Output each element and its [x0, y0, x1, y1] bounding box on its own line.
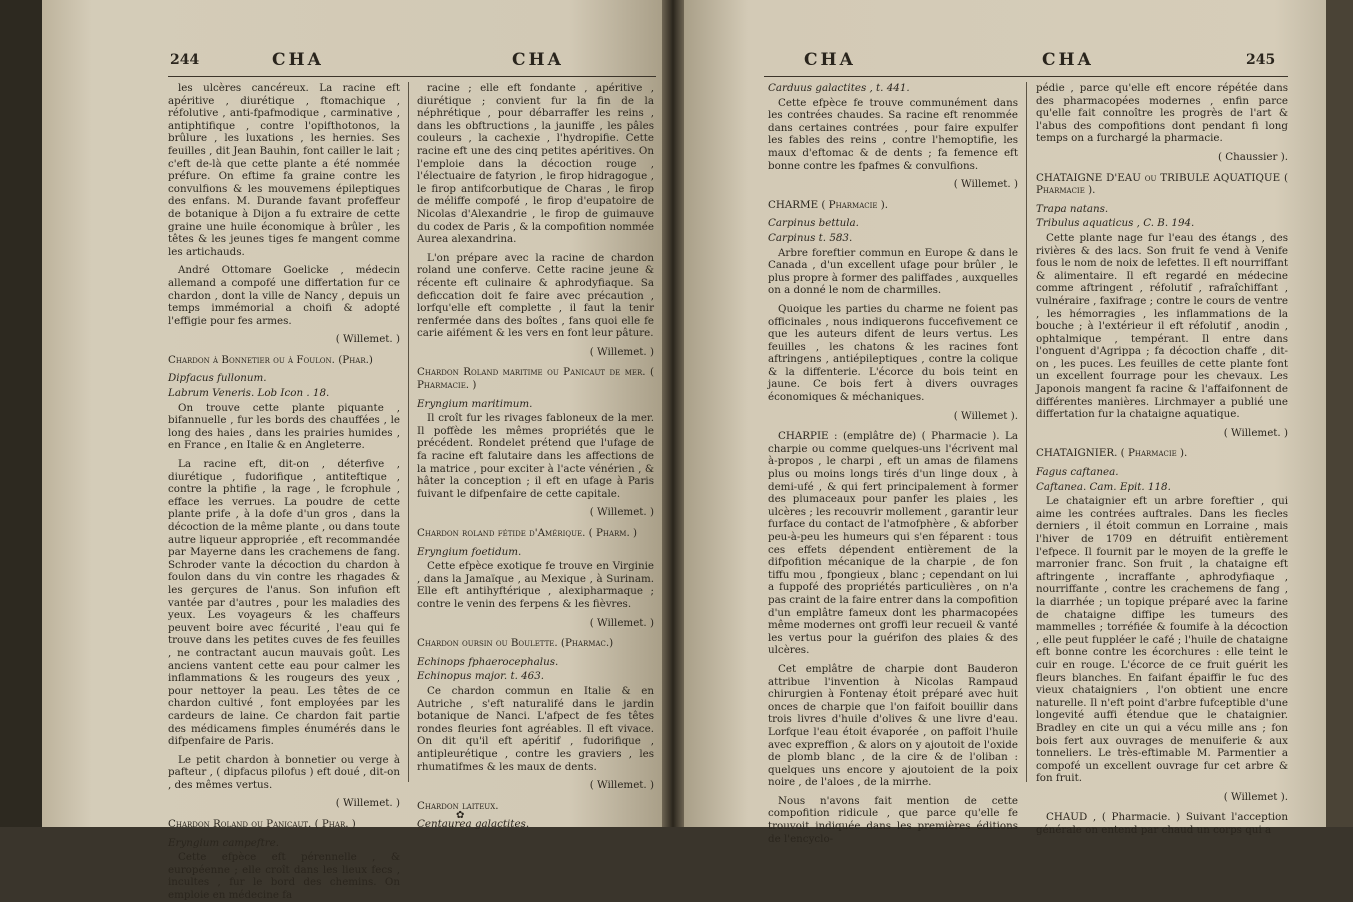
- left-page-number: 244: [170, 52, 200, 68]
- left-page: [42, 0, 662, 902]
- paragraph: pédie , parce qu'elle eft encore répétée dans des pharmacopées modernes , enfin parce qu'elle fait connoître les progrès de l'art & l'abus des compofitions dont pendant fi long temps on a furchargé la pharmacie.: [1036, 82, 1288, 145]
- botanical-name: Eryngium maritimum.: [417, 397, 533, 410]
- entry-title: Chardon roland fétide d'Amérique. ( Pharm. ): [417, 527, 638, 539]
- right-page: [684, 0, 1326, 845]
- paragraph: Le chataignier eft un arbre foreftier , qui aime les contrées auftrales. Dans les fiecles derniers , il étoit commun en Lorraine , mais l'hiver de 1709 en détruifit entièrement l'efpece. Il fournit par le moyen de la greffe le marronier franc. Son fruit , la chataigne eft aftringente , incraffante , aphrodyfiaque , nourriffante , contre les crachemens de fang , la diarrhée ; un topique préparé avec la farine de chataigne diffipe les tumeurs des mammelles ; torréfiée & foumife à la décoction , elle peut fuppléer le café ; l'huile de chataigne eft bonne contre les écorchures : elle teint le cuir en rouge. L'écorce de ce fruit guérit les fleurs blanches. En faifant épaiffir le fuc des vieux chataigniers , l'on obtient une encre naturelle. Il n'eft point d'arbre fufceptible d'une longevité auffi étendue que le chataignier. Bradley en cite un qui a vécu mille ans ; fon bois fert aux ouvrages de menuiferie & aux tonneliers. Le très-eftimable M. Parmentier a compofé un excellent ouvrage fur cet arbre & fon fruit.: [1036, 495, 1288, 785]
- right-column-2: [1036, 82, 1288, 837]
- entry-title: CHARME ( Pharmacie ).: [768, 198, 889, 211]
- paragraph: Le petit chardon à bonnetier ou verge à pafteur , ( dipfacus pilofus ) eft doué , dit-on , des mêmes vertus.: [168, 753, 400, 791]
- botanical-name: Carduus galactites , t. 441.: [768, 82, 910, 94]
- right-column-divider: [1026, 82, 1027, 782]
- entry-title: Chardon laiteux.: [417, 799, 499, 812]
- paragraph: Quoique les parties du charme ne foient pas officinales , nous indiquerons fuccefivement ce que les auteurs difent de leurs vertus. Les feuilles , les chatons & les racines font aftringens , antiépileptiques , contre la colique & la diffenterie. L'écorce du bois teint en jaune. Ce bois fert à divers ouvrages économiques & méchaniques.: [768, 302, 1018, 404]
- author-signature: ( Willemet. ): [953, 178, 1018, 191]
- author-signature: ( Willemet. ): [589, 506, 654, 519]
- right-running-head-2: CHA: [1042, 50, 1094, 70]
- entry-title: CHATAIGNE D'EAU ou TRIBULE AQUATIQUE ( Pharmacie ).: [1036, 171, 1288, 197]
- left-header-rule: [168, 76, 656, 77]
- paragraph: On trouve cette plante piquante , bifannuelle , fur les bords des chauffées , le long des haies , dans les prairies humides , en France , en Italie & en Angleterre.: [168, 401, 400, 452]
- botanical-name: Dipfacus fullonum.: [168, 372, 267, 385]
- scanner-right-edge: [1326, 0, 1353, 827]
- author-signature: ( Willemet. ): [335, 333, 400, 346]
- right-column-1: [768, 82, 1018, 845]
- author-signature: ( Chaussier ).: [1217, 150, 1288, 163]
- book-gutter: [662, 0, 684, 827]
- paragraph: La racine eft, dit-on , déterfive , diurétique , fudorifique , antiteftique , contre la phtifie , la rage , le fcrophule , efface les verrues. La poudre de cette plante prife , à la dofe d'un gros , dans la décoction de la même plante , ou dans toute autre liqueur appropriée , eft recommandée par Mayerne dans les crachemens de fang. Schroder vante la décoction du chardon à foulon dans du vin contre les rhagades & les gerçures de l'anus. Son infufion eft vantée par d'autres , pour les maladies des yeux. Les voyageurs & les chaffeurs peuvent boire avec fécurité , l'eau qui fe trouve dans les petites cuves de fes feuilles , ne contractant aucun mauvais goût. Les anciens vantent cette eau pour calmer les inflammations & les rougeurs des yeux , pour nettoyer la peau. Les têtes de ce chardon cultivé , font employées par les cardeurs de laine. Ce chardon fait partie des médicamens fimples énumérés dans le difpenfaire de Paris.: [168, 458, 400, 748]
- author-signature: ( Willemet ).: [953, 409, 1018, 422]
- author-signature: ( Willemet ).: [1223, 790, 1288, 803]
- paragraph: CHAUD , ( Pharmacie. ) Suivant l'acception générale on entend par chaud un corps qui a: [1036, 811, 1288, 837]
- right-page-number: 245: [1246, 52, 1276, 68]
- left-column-2: [417, 82, 654, 831]
- scanner-left-edge: [0, 0, 42, 827]
- paragraph: Cette efpèce exotique fe trouve en Virginie , dans la Jamaïque , au Mexique , à Surinam. Elle eft antihyftérique , alexipharmaque ; contre le venin des ferpens & les fièvres.: [417, 560, 654, 610]
- botanical-name: Eryngium foetidum.: [417, 545, 522, 558]
- author-signature: ( Willemet. ): [589, 345, 654, 358]
- paragraph: Arbre foreftier commun en Europe & dans le Canada , d'un excellent ufage pour brûler , le plus propre à former des paliffades , auxquelles on a donné le nom de charmilles.: [768, 246, 1018, 297]
- paragraph: Il croît fur les rivages fabloneux de la mer. Il poffède les mêmes propriétés que le précédent. Rondelet prétend que l'ufage de fa racine eft falutaire dans les affections de la matrice , pour exciter à l'acte vénérien , & hâter la conception ; il eft en ufage à Paris fuivant le difpenfaire de cette capitale.: [417, 412, 654, 500]
- right-running-head-1: CHA: [804, 50, 856, 70]
- botanical-name: Eryngium campeftre.: [168, 836, 280, 849]
- author-signature: ( Willemet. ): [589, 779, 654, 792]
- paragraph: racine ; elle eft fondante , apéritive , diurétique ; convient fur la fin de la néphrétique , pour débarraffer les reins , dans les obftructions , la jauniffe , les pâles couleurs , la cachexie , l'hydropifie. Cette racine eft une des cinq petites apéritives. On l'emploie dans la décoction rouge , l'électuaire de fatyrion , le firop hidragogue , le firop antifcorbutique de Charas , le firop de méliffe compofé , le firop d'eupatoire de Nicolas d'Alexandrie , le firop de guimauve du codex de Paris , & la compofition nommée Aurea alexandrina.: [417, 82, 654, 246]
- paragraph: Cette plante nage fur l'eau des étangs , des rivières & des lacs. Son fruit fe vend à Venife fous le nom de noix de lefettes. Il eft nourriffant & alimentaire. Il eft regardé en médecine comme aftringent , réfolutif , rafraîchiffant , vulnéraire , faxifrage ; contre le cours de ventre , les hémorragies , les inflammations de la bouche ; à l'extérieur il eft réfolutif , anodin , ophtalmique , tempérant. Il entre dans l'onguent d'Agrippa ; fa décoction chaffe , dit-on , les puces. Les feuilles de cette plante font un excellent fourrage pour les chevaux. Les Japonois mangent fa racine & l'affaifonnent de différentes manières. Lirchmayer a publié une differtation fur la chataigne aquatique.: [1036, 231, 1288, 421]
- botanical-name: Caftanea. Cam. Epit. 118.: [1036, 480, 1171, 493]
- botanical-name: Trapa natans.: [1036, 202, 1109, 215]
- paragraph: Cette efpèce fe trouve communément dans les contrées chaudes. Sa racine eft renommée dans certaines contrées , pour faire expulfer les fables des reins , contre l'hemoptifie, les maux d'eftomac & de dents ; fa femence eft bonne contre les fpafmes & convulfions.: [768, 96, 1018, 172]
- right-header-rule: [764, 76, 1288, 77]
- botanical-name: Carpinus bettula.: [768, 217, 859, 230]
- botanical-name: Tribulus aquaticus , C. B. 194.: [1036, 217, 1195, 230]
- entry-title: Chardon oursin ou Boulette. (Pharmac.): [417, 637, 614, 650]
- botanical-name: Echinopus major. t. 463.: [417, 670, 545, 683]
- entry-title: Chardon Roland ou Panicaut. ( Phar. ): [168, 818, 356, 831]
- left-running-head-1: CHA: [272, 50, 324, 70]
- author-signature: ( Willemet. ): [589, 616, 654, 629]
- botanical-name: Centaurea galactites.: [417, 818, 530, 831]
- left-column-1: [168, 82, 400, 902]
- author-signature: ( Willemet. ): [1223, 426, 1288, 439]
- paragraph: Nous n'avons fait mention de cette compofition ridicule , que parce qu'elle fe trouvoit indiquée dans les premières éditions de l'encyclo-: [768, 794, 1018, 845]
- left-column-divider: [408, 82, 409, 782]
- botanical-name: Echinops fphaerocephalus.: [417, 655, 559, 668]
- entry-title: Chardon Roland maritime ou Panicaut de mer. ( Pharmacie. ): [417, 366, 654, 392]
- left-running-head-2: CHA: [512, 50, 564, 70]
- botanical-name: Fagus caftanea.: [1036, 466, 1119, 479]
- paragraph: Cet emplâtre de charpie dont Bauderon attribue l'invention à Nicolas Rampaud chirurgien à Fontenay étoit préparé avec huit onces de charpie que l'on faifoit bouillir dans trois livres d'huile d'olives & une livre d'eau. Lorfque l'eau étoit évaporée , on paffoit l'huile avec expreffion , & alors on y ajoutoit de l'oxide de plomb blanc , de la cire & de l'oliban : quelques uns encore y ajoutoient de la poix noire , de l'aloes , de la mirrhe.: [768, 662, 1018, 789]
- paragraph: L'on prépare avec la racine de chardon roland une conferve. Cette racine jeune & récente eft culinaire & aphrodyfiaque. Sa deficcation doit fe faire avec précaution , lorfqu'elle eft complette , il faut la tenir renfermée dans des boîtes , fans quoi elle fe carie aifément & les vers en font leur pâture.: [417, 251, 654, 340]
- paragraph: Ce chardon commun en Italie & en Autriche , s'eft naturalifé dans le jardin botanique de Nanci. L'afpect de fes têtes rondes fleuries font agréables. Il eft vivace. On dit qu'il eft apéritif , fudorifique , antipleurétique , contre les graviers , les rhumatifmes & les maux de dents.: [417, 684, 654, 773]
- entry-title: Chardon à Bonnetier ou à Foulon. (Phar.): [168, 353, 373, 366]
- paragraph: CHARPIE : (emplâtre de) ( Pharmacie ). La charpie ou comme quelques-uns l'écrivent mal à-propos , le charpi , eft un amas de filamens plus ou moins longs tirés d'un linge doux , à demi-ufé , & qui fert principalement à former des plumaceaux pour panfer les plaies , les ulcères ; les recouvrir mollement , garantir leur furface du contact de l'atmofphère , & abforber peu-à-peu les humeurs qui s'en féparent : tous ces effets dépendent entièrement de la difpofition mécanique de la charpie , de fon tiffu mou , fpongieux , blanc ; cependant on lui a fuppofé des propriétés particulières , on n'a pas craint de la faire entrer dans la compofition d'un emplâtre fameux dont les pharmacopées même modernes ont groffi leur recueil & vanté les vertus pour la guérifon des plaies & des ulcères.: [768, 430, 1018, 657]
- botanical-name: Carpinus t. 583.: [768, 231, 853, 244]
- botanical-name: Labrum Veneris. Lob Icon . 18.: [168, 387, 330, 400]
- author-signature: ( Willemet. ): [335, 797, 400, 810]
- signature-mark: ✿: [456, 810, 465, 821]
- paragraph: Cette efpèce eft pérennelle , & européenne ; elle croît dans les lieux fecs , incultes , fur le bord des chemins. On emploie en médecine fa: [168, 851, 400, 902]
- paragraph: André Ottomare Goelicke , médecin allemand a compofé une differtation fur ce chardon , dont la ville de Nancy , depuis un temps immémorial a choifi & adopté l'effigie pour fes armes.: [168, 264, 400, 327]
- paragraph: les ulcères cancéreux. La racine eft apéritive , diurétique , ftomachique , réfolutive , anti-fpafmodique , carminative , antiphtifique , contre l'opifthotonos, la brûlure , les luxations , les hernies. Ses feuilles , dit Jean Bauhin, font cailler le lait ; c'eft de-là que cette plante a été nommée préfure. On eftime fa graine contre les convulfions & les mouvemens épileptiques des enfans. M. Durande favant profeffeur de botanique à Dijon a fu extraire de cette graine une huile économique à brûler , les têtes & les jeunes tiges fe mangent comme les artichauds.: [168, 82, 400, 258]
- entry-title: CHATAIGNIER. ( Pharmacie ).: [1036, 447, 1188, 460]
